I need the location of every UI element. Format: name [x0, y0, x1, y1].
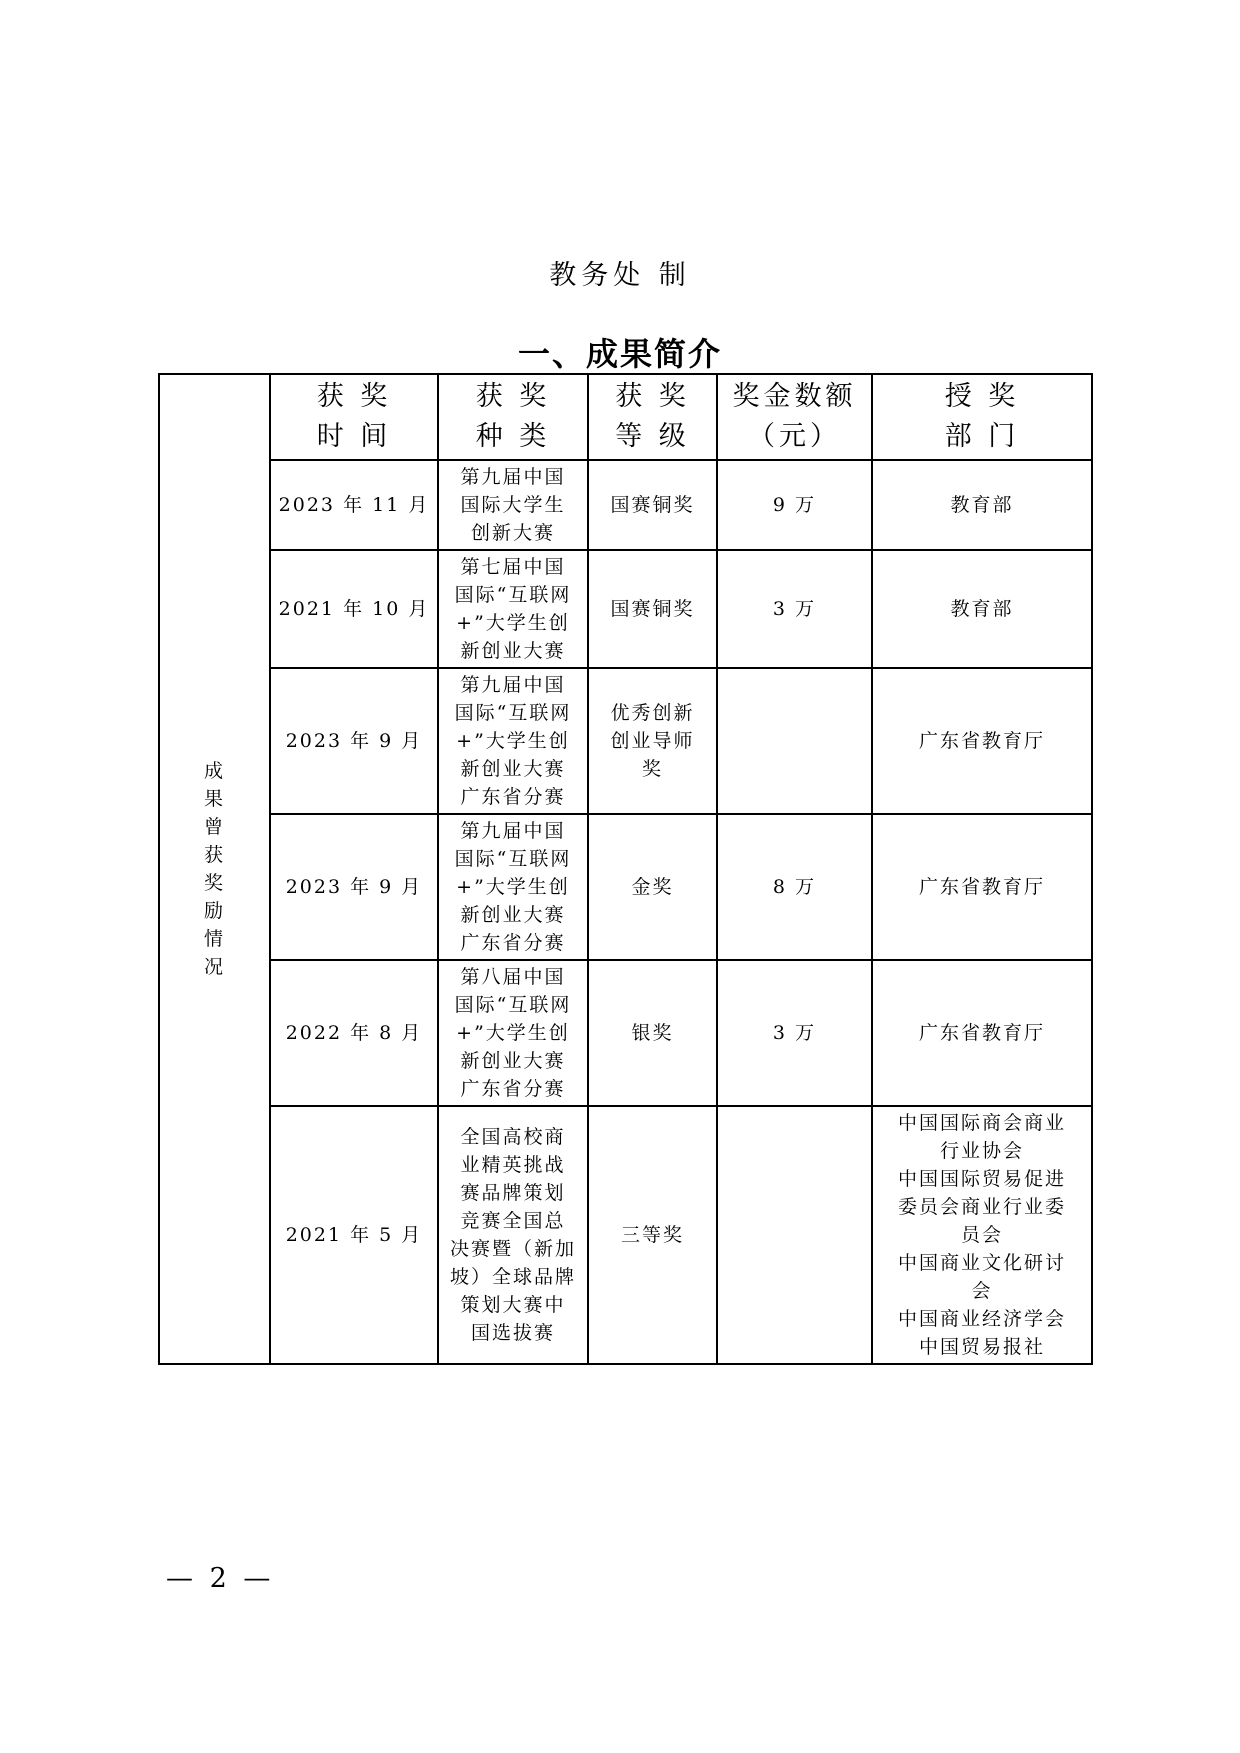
- column-header: 授 奖 部 门: [872, 374, 1092, 460]
- issuer-label: 教务处 制: [549, 260, 691, 291]
- award-dept: 教育部: [872, 460, 1092, 550]
- award-dept: 广东省教育厅: [872, 960, 1092, 1106]
- award-dept: 广东省教育厅: [872, 814, 1092, 960]
- award-date: 2023 年 9 月: [270, 814, 438, 960]
- award-level: 国赛铜奖: [588, 550, 717, 668]
- award-amount: 9 万: [717, 460, 872, 550]
- table-row: [159, 550, 1092, 668]
- award-level: 金奖: [588, 814, 717, 960]
- award-amount: 8 万: [717, 814, 872, 960]
- table-row: [159, 460, 1092, 550]
- award-level: 国赛铜奖: [588, 460, 717, 550]
- table-row: [159, 960, 1092, 1106]
- award-amount: [717, 668, 872, 814]
- column-header: 获 奖 等 级: [588, 374, 717, 460]
- award-type: 第八届中国 国际“互联网 +”大学生创 新创业大赛 广东省分赛: [438, 960, 588, 1106]
- award-date: 2023 年 11 月: [270, 460, 438, 550]
- award-amount: 3 万: [717, 960, 872, 1106]
- award-date: 2022 年 8 月: [270, 960, 438, 1106]
- column-header: 奖金数额 （元）: [717, 374, 872, 460]
- award-amount: 3 万: [717, 550, 872, 668]
- award-type: 第九届中国 国际大学生 创新大赛: [438, 460, 588, 550]
- table-header-row: [159, 374, 1092, 460]
- award-date: 2021 年 10 月: [270, 550, 438, 668]
- award-dept: 广东省教育厅: [872, 668, 1092, 814]
- table-row: [159, 1106, 1092, 1364]
- column-header: 获 奖 种 类: [438, 374, 588, 460]
- side-label: 成 果 曾 获 奖 励 情 况: [159, 374, 270, 1364]
- award-type: 全国高校商 业精英挑战 赛品牌策划 竞赛全国总 决赛暨（新加 坡）全球品牌 策划大赛中 国选拔赛: [438, 1106, 588, 1364]
- award-type: 第七届中国 国际“互联网 +”大学生创 新创业大赛: [438, 550, 588, 668]
- award-dept: 教育部: [872, 550, 1092, 668]
- award-level: 优秀创新 创业导师 奖: [588, 668, 717, 814]
- section-title: 一、成果简介: [517, 335, 722, 373]
- award-level: 三等奖: [588, 1106, 717, 1364]
- table-row: [159, 814, 1092, 960]
- table-row: [159, 668, 1092, 814]
- page-number: — 2 —: [166, 1563, 275, 1594]
- award-type: 第九届中国 国际“互联网 +”大学生创 新创业大赛 广东省分赛: [438, 668, 588, 814]
- awards-table: [158, 373, 1093, 1365]
- award-dept: 中国国际商会商业 行业协会 中国国际贸易促进 委员会商业行业委 员会 中国商业文化研讨 会 中国商业经济学会 中国贸易报社: [872, 1106, 1092, 1364]
- award-level: 银奖: [588, 960, 717, 1106]
- award-amount: [717, 1106, 872, 1364]
- award-date: 2021 年 5 月: [270, 1106, 438, 1364]
- award-type: 第九届中国 国际“互联网 +”大学生创 新创业大赛 广东省分赛: [438, 814, 588, 960]
- column-header: 获 奖 时 间: [270, 374, 438, 460]
- award-date: 2023 年 9 月: [270, 668, 438, 814]
